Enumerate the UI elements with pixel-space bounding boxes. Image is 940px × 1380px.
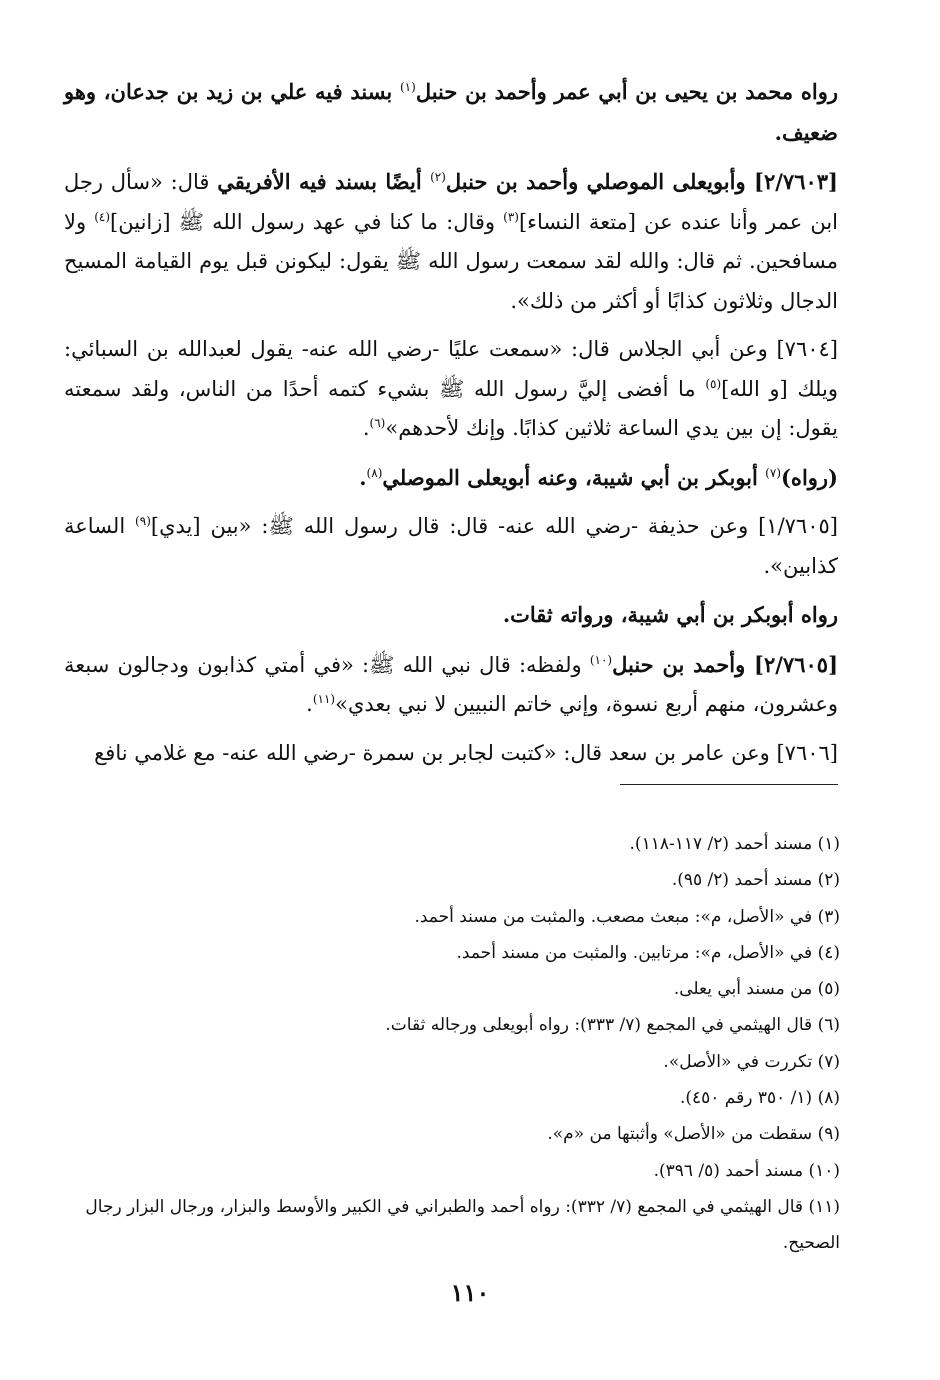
footnote: (٨) (١/ ٣٥٠ رقم ٤٥٠). — [679, 1088, 840, 1109]
page-number: ١١٠ — [450, 1278, 490, 1307]
text-run: قال: «سأل رجل ابن عمر وأنا عنده عن [متعة النساء] — [64, 170, 839, 234]
bold-text-run: . — [359, 464, 367, 490]
footnote-marker: (٣) — [503, 209, 519, 224]
bold-text-run: (رواه) — [781, 464, 838, 490]
text-run: وقال: ما كنا في عهد رسول الله ﷺ [زانين] — [110, 209, 504, 234]
footnote: (١٠) مسند أحمد (٥/ ٣٩٦). — [653, 1160, 840, 1181]
bold-text-run: بسند فيه علي بن زيد بن جدعان، وهو ضعيف. — [64, 79, 838, 145]
footnote-marker: (٨) — [366, 465, 383, 480]
footnote: (٦) قال الهيثمي في المجمع (٧/ ٣٣٣): رواه أبويعلى ورجاله ثقات. — [385, 1015, 840, 1036]
text-run: . — [362, 416, 370, 440]
footnote-marker: (١١) — [312, 692, 336, 706]
bold-text-run: [٢/٧٦٠٣] وأبويعلى الموصلي وأحمد بن حنبل — [445, 169, 838, 194]
footnote-separator — [620, 784, 838, 785]
text-run: ولا مسافحين. ثم قال: والله لقد سمعت رسول الله ﷺ يقول: ليكونن قبل يوم القيامة المسيح الدجال وثلاثون كذابًا أو أكثر من ذلك». — [64, 209, 838, 313]
footnotes — [64, 826, 840, 1262]
footnote: (٩) سقطت من «الأصل» وأثبتها من «م». — [547, 1124, 840, 1145]
footnote-marker: (٧) — [765, 465, 781, 480]
footnote: (٣) في «الأصل، م»: مبعث مصعب. والمثبت من مسند أحمد. — [414, 906, 840, 927]
footnote: (٥) من مسند أبي يعلى. — [673, 979, 840, 1000]
footnote-marker: (١٠) — [589, 652, 613, 667]
paragraph — [64, 645, 838, 725]
footnote: (٤) في «الأصل، م»: مرتابين. والمثبت من مسند أحمد. — [456, 942, 840, 963]
footnote-marker: (١) — [399, 80, 416, 94]
bold-text-run: رواه محمد بن يحيى بن أبي عمر وأحمد بن حنبل — [415, 79, 838, 104]
paragraph — [64, 162, 838, 321]
text-run: الساعة كذابين». — [64, 514, 838, 578]
bold-text-run: [٢/٧٦٠٥] وأحمد بن حنبل — [612, 651, 838, 677]
footnote-marker: (٩) — [135, 514, 151, 528]
footnote: (١) مسند أحمد (٢/ ١١٧-١١٨). — [629, 834, 840, 854]
bold-text-run: أيضًا بسند فيه الأفريقي — [217, 169, 431, 194]
bold-text-run: رواه أبوبكر بن أبي شيبة، ورواته ثقات. — [502, 602, 838, 627]
paragraph — [64, 595, 838, 636]
bold-text-run: أبوبكر بن أبي شيبة، وعنه أبويعلى الموصلي — [382, 464, 766, 490]
footnote-marker: (٢) — [430, 170, 446, 184]
text-run: ما أفضى إليَّ رسول الله ﷺ بشيء كتمه أحدًا من الناس، ولقد سمعته يقول: إن بين يدي الساعة ثلاثين كذابًا. وإنك لأحدهم» — [64, 376, 838, 440]
footnote-marker: (٦) — [369, 416, 386, 430]
paragraph — [64, 72, 838, 153]
paragraph — [64, 330, 838, 449]
text-run: . — [306, 692, 313, 716]
paragraph — [64, 507, 838, 586]
footnote: (١١) قال الهيثمي في المجمع (٧/ ٣٣٢): رواه أحمد والطبراني في الكبير والأوسط والبزار، ورجال البزار رجال الصحيح. — [85, 1196, 840, 1254]
footnote-marker: (٥) — [705, 376, 722, 391]
paragraph — [64, 458, 838, 499]
text-run: [١/٧٦٠٥] وعن حذيفة -رضي الله عنه- قال: قال رسول الله ﷺ: «بين [يدي] — [150, 514, 838, 538]
paragraph — [64, 734, 838, 774]
text-run: [٧٦٠٤] وعن أبي الجلاس قال: «سمعت عليًا -رضي الله عنه- يقول لعبدالله بن السبائي: ويلك [و الله] — [64, 337, 838, 401]
text-run: ولفظه: قال نبي الله ﷺ: «في أمتي كذابون ودجالون سبعة وعشرون، منهم أربع نسوة، وإني خاتم النبيين لا نبي بعدي» — [64, 652, 838, 716]
footnote-marker: (٤) — [94, 209, 111, 224]
footnote: (٢) مسند أحمد (٢/ ٩٥). — [671, 870, 840, 891]
footnote: (٧) تكررت في «الأصل». — [663, 1051, 840, 1072]
text-run: [٧٦٠٦] وعن عامر بن سعد قال: «كتبت لجابر بن سمرة -رضي الله عنه- مع غلامي نافع — [94, 740, 838, 765]
main-text — [64, 72, 838, 782]
